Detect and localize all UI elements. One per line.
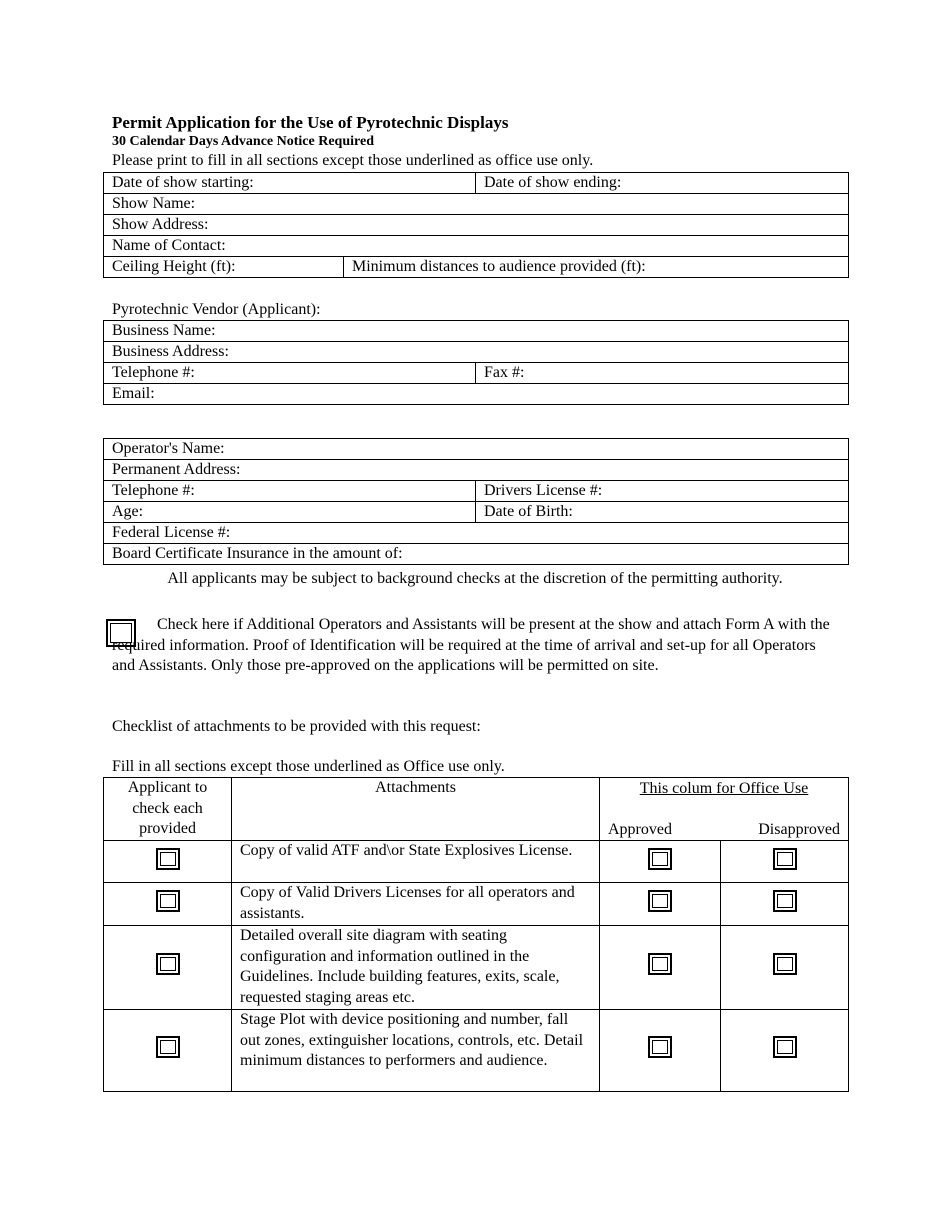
email-field[interactable]: Email: (104, 384, 849, 405)
age-field[interactable]: Age: (104, 502, 476, 523)
attachment-text: Copy of valid ATF and\or State Explosives License. (232, 841, 600, 883)
approved-checkbox[interactable] (648, 953, 672, 975)
office-use-heading: This colum for Office Use (639, 780, 809, 797)
disapproved-checkbox[interactable] (773, 890, 797, 912)
page-subtitle: 30 Calendar Days Advance Notice Required (112, 134, 374, 149)
approved-checkbox[interactable] (648, 1036, 672, 1058)
business-name-field[interactable]: Business Name: (104, 321, 849, 342)
background-check-note: All applicants may be subject to background checks at the discretion of the permitting authority. (167, 570, 783, 587)
disapproved-checkbox[interactable] (773, 953, 797, 975)
ceiling-height-field[interactable]: Ceiling Height (ft): (104, 257, 344, 278)
approved-checkbox[interactable] (648, 890, 672, 912)
applicant-cell (104, 883, 232, 925)
disapproved-cell (721, 841, 849, 883)
disapproved-cell (721, 883, 849, 925)
insurance-field[interactable]: Board Certificate Insurance in the amount of: (104, 544, 849, 565)
applicant-checkbox[interactable] (156, 848, 180, 870)
col-header-office (600, 778, 849, 841)
operator-telephone-field[interactable]: Telephone #: (104, 481, 476, 502)
applicant-cell (104, 841, 232, 883)
operator-name-field[interactable]: Operator's Name: (104, 439, 849, 460)
show-name-field[interactable]: Show Name: (104, 194, 849, 215)
attachment-text: Copy of Valid Drivers Licenses for all operators and assistants. (232, 883, 600, 925)
additional-operators-text: Check here if Additional Operators and Assistants will be present at the show and attach Form A with the required information. Proof of Identification will be required at the time of arrival and set-up for all Operators and Assistants. Only those pre-approved on the applications will be permitted on site. (112, 616, 830, 675)
disapproved-checkbox[interactable] (773, 848, 797, 870)
drivers-license-field[interactable]: Drivers License #: (476, 481, 849, 502)
contact-name-field[interactable]: Name of Contact: (104, 236, 849, 257)
applicant-checkbox[interactable] (156, 890, 180, 912)
show-address-field[interactable]: Show Address: (104, 215, 849, 236)
attachment-text: Stage Plot with device positioning and number, fall out zones, extinguisher locations, controls, etc. Detail minimum distances to performers and audience. (232, 1009, 600, 1091)
col-header-attachments: Attachments (232, 778, 600, 841)
date-end-field[interactable]: Date of show ending: (476, 173, 849, 194)
date-of-birth-field[interactable]: Date of Birth: (476, 502, 849, 523)
disapproved-checkbox[interactable] (773, 1036, 797, 1058)
instructions: Please print to fill in all sections except those underlined as office use only. (112, 152, 594, 169)
disapproved-cell (721, 1009, 849, 1091)
approved-cell (600, 883, 721, 925)
federal-license-field[interactable]: Federal License #: (104, 523, 849, 544)
fill-instructions: Fill in all sections except those underlined as Office use only. (112, 758, 505, 775)
col-header-applicant: Applicant to check each provided (104, 778, 232, 841)
vendor-section-label: Pyrotechnic Vendor (Applicant): (112, 301, 321, 318)
attachment-text: Detailed overall site diagram with seating configuration and information outlined in the Guidelines. Include building features, exits, scale, requested staging areas etc. (232, 925, 600, 1009)
approved-cell (600, 841, 721, 883)
disapproved-cell (721, 925, 849, 1009)
attachments-table (103, 777, 849, 1092)
col-header-approved: Approved (608, 820, 672, 838)
operator-table (103, 438, 849, 565)
permanent-address-field[interactable]: Permanent Address: (104, 460, 849, 481)
approved-cell (600, 1009, 721, 1091)
min-distance-field[interactable]: Minimum distances to audience provided (ft): (344, 257, 849, 278)
approved-cell (600, 925, 721, 1009)
applicant-checkbox[interactable] (156, 953, 180, 975)
applicant-checkbox[interactable] (156, 1036, 180, 1058)
show-info-table (103, 172, 849, 278)
applicant-cell (104, 1009, 232, 1091)
vendor-telephone-field[interactable]: Telephone #: (104, 363, 476, 384)
business-address-field[interactable]: Business Address: (104, 342, 849, 363)
checklist-label: Checklist of attachments to be provided with this request: (112, 718, 481, 735)
col-header-disapproved: Disapproved (758, 820, 841, 838)
date-start-field[interactable]: Date of show starting: (104, 173, 476, 194)
vendor-table (103, 320, 849, 405)
approved-checkbox[interactable] (648, 848, 672, 870)
fax-field[interactable]: Fax #: (476, 363, 849, 384)
page-title: Permit Application for the Use of Pyrotechnic Displays (112, 113, 509, 132)
applicant-cell (104, 925, 232, 1009)
